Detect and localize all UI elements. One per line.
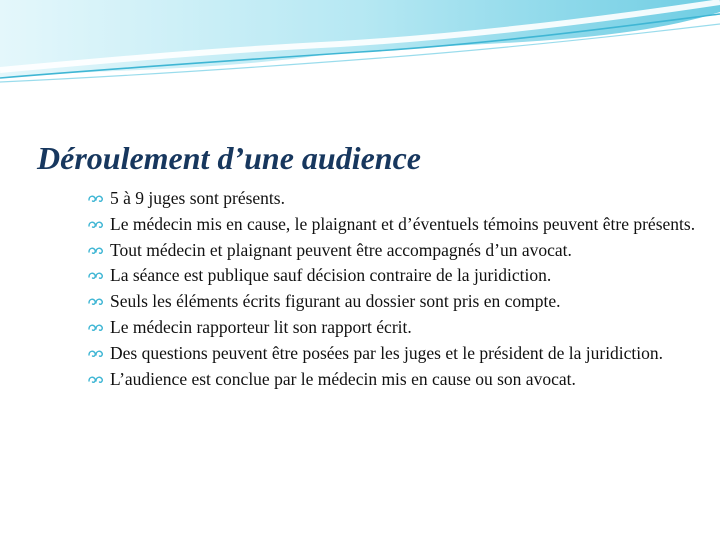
bullet-item: [88, 291, 698, 312]
bullet-swirl-icon: [88, 265, 106, 286]
bullet-swirl-icon: [88, 188, 106, 209]
bullet-swirl-icon: [88, 240, 106, 261]
bullet-swirl-icon: [88, 317, 106, 338]
bullet-text: La séance est publique sauf décision contraire de la juridiction.: [110, 265, 552, 286]
bullet-text: Le médecin mis en cause, le plaignant et d’éventuels témoins peuvent être présents.: [110, 213, 696, 234]
bullet-text: Des questions peuvent être posées par les juges et le président de la juridiction.: [110, 342, 664, 363]
bullet-item: [88, 188, 698, 209]
bullet-text: L’audience est conclue par le médecin mis en cause ou son avocat.: [110, 368, 576, 389]
bullet-item: [88, 265, 698, 286]
bullet-text: 5 à 9 juges sont présents.: [110, 188, 285, 208]
top-wave-decoration: [0, 0, 720, 90]
bullet-item: [88, 343, 698, 364]
bullet-item: [88, 240, 698, 261]
bullet-swirl-icon: [88, 214, 106, 235]
bullet-item: [88, 317, 698, 338]
bullet-item: [88, 369, 698, 390]
bullet-swirl-icon: [88, 291, 106, 312]
bullet-text: Le médecin rapporteur lit son rapport écrit.: [110, 316, 412, 337]
bullet-text: Tout médecin et plaignant peuvent être accompagnés d’un avocat.: [110, 239, 572, 260]
bullet-text: Seuls les éléments écrits figurant au dossier sont pris en compte.: [110, 291, 561, 312]
bullet-item: [88, 214, 698, 235]
bullet-list: [88, 188, 698, 394]
bullet-swirl-icon: [88, 369, 106, 390]
slide-title: Déroulement d’une audience: [37, 140, 421, 176]
bullet-swirl-icon: [88, 343, 106, 364]
